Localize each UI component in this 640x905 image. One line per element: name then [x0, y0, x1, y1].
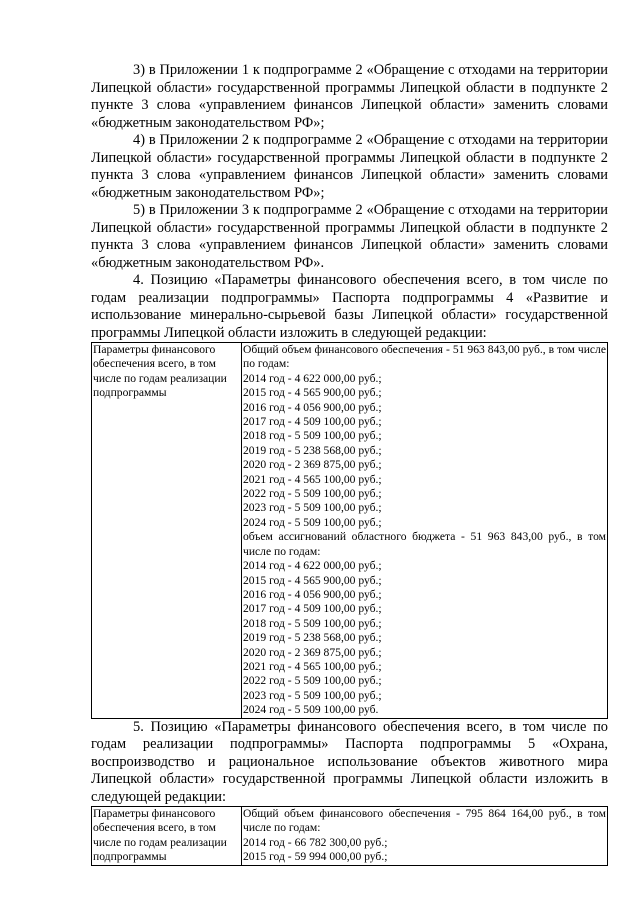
- total-financing-text: Общий объем финансового обеспечения - 795 864 164,00 руб., в том числе по годам:: [243, 807, 606, 835]
- year-line: 2024 год - 5 509 100,00 руб.;: [243, 515, 382, 529]
- year-line: 2014 год - 66 782 300,00 руб.;: [243, 835, 388, 849]
- year-line: 2023 год - 5 509 100,00 руб.;: [243, 688, 382, 702]
- parameter-value-cell: [242, 343, 608, 719]
- table-row: [92, 343, 608, 719]
- paragraph-item-5: 5) в Приложении 3 к подпрограмме 2 «Обращение с отходами на территории Липецкой области» государственной программы Липецкой области в подпункте 2 пункта 3 слова «управлением финансов Липецкой области» заменить словами «бюджетным законодательством РФ».: [91, 202, 608, 271]
- financing-table-subprogram-4: [91, 342, 608, 719]
- budget-financing-text: объем ассигнований областного бюджета - 51 963 843,00 руб., в том числе по годам:: [243, 530, 606, 558]
- year-line: 2016 год - 4 056 900,00 руб.;: [243, 587, 382, 601]
- year-line: 2022 год - 5 509 100,00 руб.;: [243, 487, 382, 501]
- total-financing-text: Общий объем финансового обеспечения - 51 963 843,00 руб., в том числе по годам:: [243, 343, 606, 371]
- year-line: 2017 год - 4 509 100,00 руб.;: [243, 602, 382, 616]
- year-line: 2018 год - 5 509 100,00 руб.;: [243, 616, 382, 630]
- paragraph-section-5: 5. Позицию «Параметры финансового обеспечения всего, в том числе по годам реализации подпрограммы» Паспорта подпрограммы 5 «Охрана, воспроизводство и рациональное использование объектов животного мира Липецкой области» государственной программы Липецкой области изложить в следующей редакции:: [91, 718, 608, 805]
- parameter-value-cell: [242, 807, 608, 866]
- parameter-label-cell: Параметры финансового обеспечения всего, в том числе по годам реализации подпрограммы: [92, 807, 242, 866]
- year-line: 2017 год - 4 509 100,00 руб.;: [243, 415, 382, 429]
- paragraph-item-4: 4) в Приложении 2 к подпрограмме 2 «Обращение с отходами на территории Липецкой области» государственной программы Липецкой области в подпункте 2 пункта 3 слова «управлением финансов Липецкой области» заменить словами «бюджетным законодательством РФ»;: [91, 132, 608, 201]
- financing-table-subprogram-5: [91, 806, 608, 866]
- year-line: 2019 год - 5 238 568,00 руб.;: [243, 443, 382, 457]
- year-line: 2018 год - 5 509 100,00 руб.;: [243, 429, 382, 443]
- paragraph-section-4: 4. Позицию «Параметры финансового обеспечения всего, в том числе по годам реализации подпрограммы» Паспорта подпрограммы 4 «Развитие и использование минерально-сырьевой базы Липецкой области» государственной программы Липецкой области изложить в следующей редакции:: [91, 272, 608, 341]
- year-line: 2016 год - 4 056 900,00 руб.;: [243, 400, 382, 414]
- year-line: 2015 год - 4 565 900,00 руб.;: [243, 386, 382, 400]
- parameter-label-cell: Параметры финансового обеспечения всего, в том числе по годам реализации подпрограммы: [92, 343, 242, 719]
- paragraph-item-3: 3) в Приложении 1 к подпрограмме 2 «Обращение с отходами на территории Липецкой области» государственной программы Липецкой области в подпункте 2 пункте 3 слова «управлением финансов Липецкой области» заменить словами «бюджетным законодательством РФ»;: [91, 62, 608, 131]
- table-row: [92, 807, 608, 866]
- year-line: 2015 год - 4 565 900,00 руб.;: [243, 573, 382, 587]
- year-line: 2021 год - 4 565 100,00 руб.;: [243, 472, 382, 486]
- document-page: [91, 62, 608, 866]
- year-line: 2019 год - 5 238 568,00 руб.;: [243, 631, 382, 645]
- year-line: 2020 год - 2 369 875,00 руб.;: [243, 645, 382, 659]
- year-line: 2021 год - 4 565 100,00 руб.;: [243, 659, 382, 673]
- year-line: 2022 год - 5 509 100,00 руб.;: [243, 674, 382, 688]
- year-line: 2014 год - 4 622 000,00 руб.;: [243, 559, 382, 573]
- year-line: 2014 год - 4 622 000,00 руб.;: [243, 371, 382, 385]
- year-line: 2020 год - 2 369 875,00 руб.;: [243, 458, 382, 472]
- year-line: 2024 год - 5 509 100,00 руб.: [243, 703, 379, 717]
- year-line: 2023 год - 5 509 100,00 руб.;: [243, 501, 382, 515]
- amendments-list: [91, 62, 608, 342]
- year-line: 2015 год - 59 994 000,00 руб.;: [243, 850, 388, 864]
